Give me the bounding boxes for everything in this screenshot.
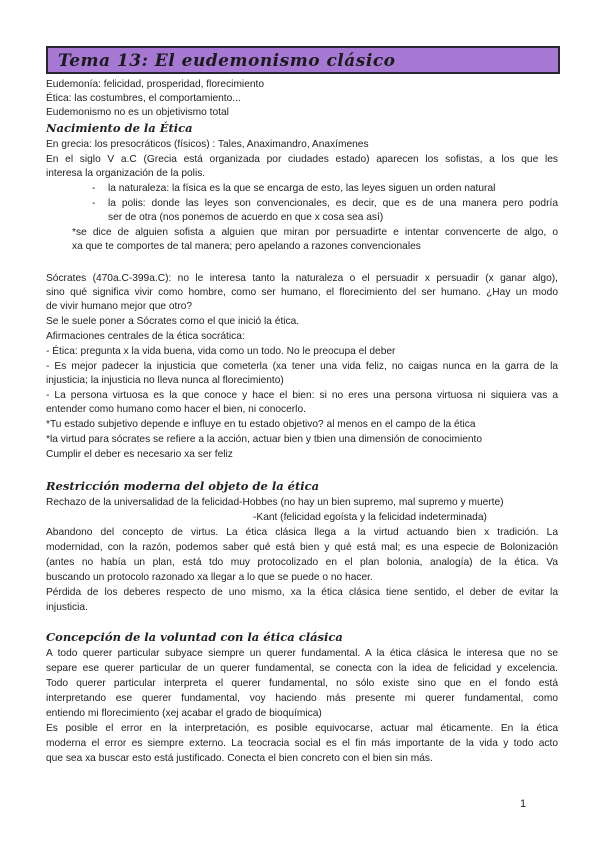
paragraph-line: Afirmaciones centrales de la ética socrática: — [46, 331, 245, 342]
paragraph-line: Todo querer particular interpreta el querer fundamental, no sólo existe sino que en el fondo está — [46, 678, 558, 689]
paragraph-line: modernidad, con la razón, podemos saber qué está bien y qué está mal; es una especie de Bolonización — [46, 542, 558, 553]
note-line: *se dice de alguien sofista a alguien que miran por persuadirte e intentar convencerte de algo, o — [72, 227, 558, 238]
paragraph-line: Rechazo de la universalidad de la felicidad-Hobbes (no hay un bien supremo, mal supremo y muerte) — [46, 497, 504, 508]
bullet-item: ser de otra (nos ponemos de acuerdo en que x cosa sea así) — [108, 212, 384, 223]
paragraph-line: - Ética: pregunta x la vida buena, vida como un todo. No le preocupa el deber — [46, 346, 396, 357]
paragraph-line: Pérdida de los deberes respecto de uno mismo, xa la ética clásica tiene sentido, el deber de evitar la — [46, 587, 558, 598]
bullet-dash: - — [92, 198, 96, 209]
paragraph-line: sino qué significa vivir como hombre, como ser humano, el florecimiento del ser humano. ¿Hay un modo — [46, 287, 558, 298]
paragraph-line: *la virtud para sócrates se refiere a la acción, actuar bien y tbien una dimensión de conocimiento — [46, 434, 483, 445]
paragraph-line: Es posible el error en la interpretación, es posible equivocarse, actuar mal éticamente. En la ética — [46, 723, 558, 734]
bullet-item: la naturaleza: la física es la que se encarga de esto, las leyes siguen un orden natural — [108, 183, 496, 194]
paragraph-line: A todo querer particular subyace siempre un querer fundamental. A la ética clásica le interesa que no se — [46, 648, 558, 659]
page-number: 1 — [520, 798, 527, 810]
paragraph-line: injusticia; la injusticia no lleva nunca al florecimiento) — [46, 375, 284, 386]
paragraph-line: de vivir humano mejor que otro? — [46, 301, 193, 312]
intro-line: Eudemonía: felicidad, prosperidad, florecimiento — [46, 79, 265, 90]
paragraph-line: -Kant (felicidad egoísta y la felicidad indeterminada) — [253, 512, 487, 523]
intro-line: Eudemonismo no es un objetivismo total — [46, 107, 229, 118]
paragraph-line: injusticia. — [46, 602, 88, 613]
paragraph-line: entender como humano como hacer el bien, ni conocerlo. — [46, 404, 306, 415]
paragraph-line: que sea xa buscar esto está justificado. Conecta el bien concreto con el bien sin más. — [46, 753, 433, 764]
bullet-dash: - — [92, 183, 96, 194]
paragraph-line: - La persona virtuosa es la que conoce y hace el bien: si no eres una persona virtuosa ni siquiera vas a — [46, 390, 558, 401]
section-heading-restriccion: Restricción moderna del objeto de la ética — [46, 479, 320, 493]
paragraph-line: interesa la organización de la polis. — [46, 168, 206, 179]
paragraph-line: Abandono del concepto de virtus. La ética clásica llega a la virtud actuando bien x tradición. La — [46, 527, 558, 538]
paragraph-line: entiendo mi florecimiento (xej acabar el grado de bioquímica) — [46, 708, 322, 719]
note-line: xa que te comportes de tal manera; pero apelando a razones convencionales — [72, 241, 421, 252]
paragraph-line: En grecia: los presocráticos (físicos) : Tales, Anaximandro, Anaxímenes — [46, 139, 369, 150]
paragraph-line: (antes no había un plan, está tdo muy protocolizado en el plan bolonia, analogía) de la ética. Va — [46, 557, 558, 568]
paragraph-line: *Tu estado subjetivo depende e influye en tu estado objetivo? al menos en el campo de la ética — [46, 419, 476, 430]
paragraph-line: buscando un protocolo razonado xa llegar a lo que se puede o no hacer. — [46, 572, 373, 583]
paragraph-line: Cumplir el deber es necesario xa ser feliz — [46, 449, 233, 460]
paragraph-line: separe ese querer particular de un querer fundamental, se conecta con la idea de felicidad y excelencia. — [46, 663, 558, 674]
paragraph-line: Se le suele poner a Sócrates como el que inició la ética. — [46, 316, 300, 327]
section-heading-nacimiento: Nacimiento de la Ética — [46, 121, 193, 135]
paragraph-line: Sócrates (470a.C-399a.C): no le interesa tanto la naturaleza o el persuadir x persuadir (x ganar algo), — [46, 273, 558, 284]
paragraph-line: moderna el error es siempre externo. La teocracia social es el fin más importante de la vida y todo acto — [46, 738, 558, 749]
page-title: Tema 13: El eudemonismo clásico — [58, 51, 396, 71]
bullet-item: la polis: donde las leyes son convencionales, es decir, que es de una manera pero podría — [108, 198, 558, 209]
intro-line: Ética: las costumbres, el comportamiento... — [46, 93, 241, 104]
paragraph-line: En el siglo V a.C (Grecia está organizada por ciudades estado) aparecen los sofistas, a los que les — [46, 154, 558, 165]
paragraph-line: - Es mejor padecer la injusticia que cometerla (xa tener una vida feliz, no caigas nunca en la garra de la — [46, 361, 558, 372]
section-heading-voluntad: Concepción de la voluntad con la ética clásica — [46, 630, 343, 644]
title-banner — [46, 46, 560, 74]
paragraph-line: interpretando ese querer fundamental, voy haciendo más presente mi querer fundamental, como — [46, 693, 558, 704]
